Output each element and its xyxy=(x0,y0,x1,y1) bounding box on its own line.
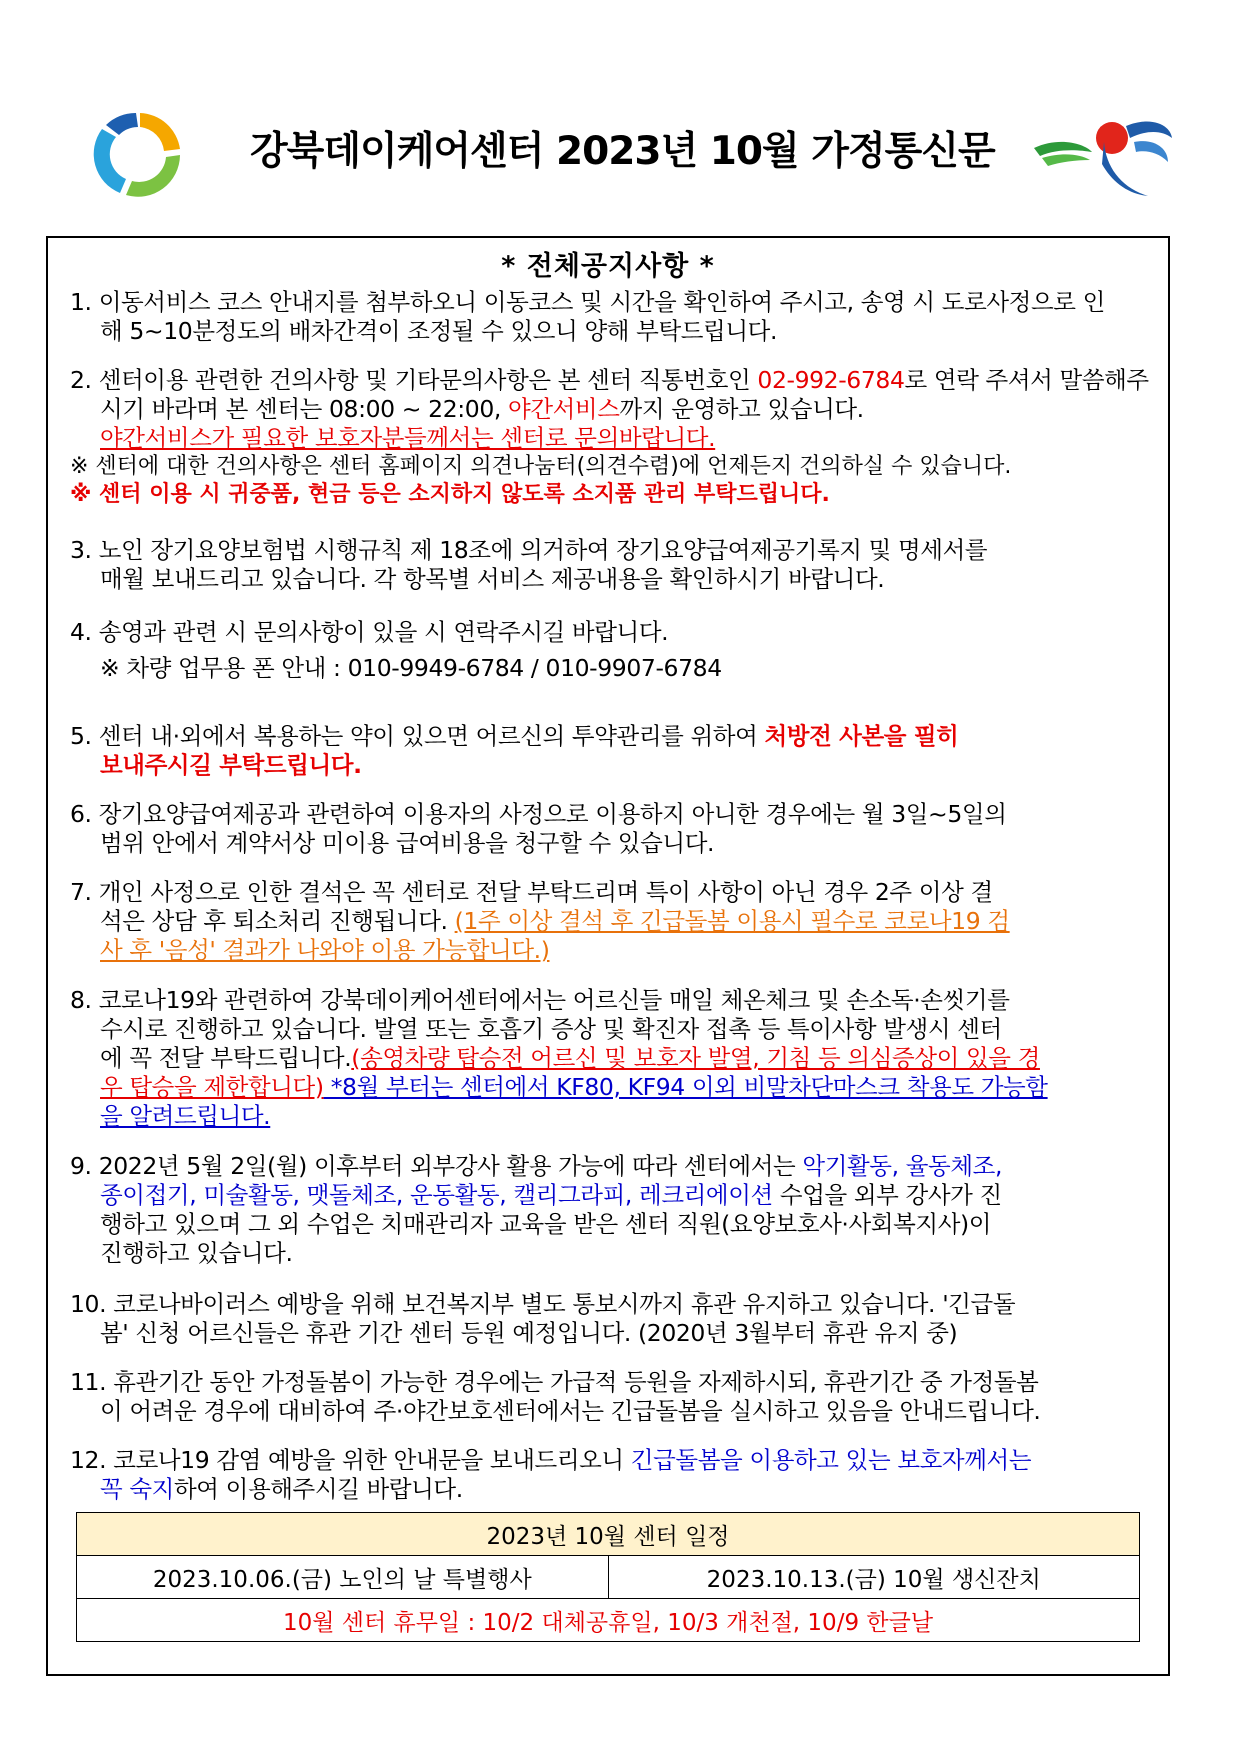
prescription-request: 보내주시길 부탁드립니다. xyxy=(100,751,362,779)
item-text: 에 꼭 전달 부탁드립니다. xyxy=(100,1044,352,1072)
item-number: 7. xyxy=(70,878,92,906)
notice-item-3 xyxy=(70,536,1150,594)
item-text: 이 어려운 경우에 대비하여 주·야간보호센터에서는 긴급돌봄을 실시하고 있음을 안내드립니다. xyxy=(100,1397,1041,1425)
item-text: 해 5~10분정도의 배차간격이 조정될 수 있으니 양해 부탁드립니다. xyxy=(100,317,778,345)
item-number: 9. xyxy=(70,1152,92,1180)
item-text: 로 연락 주셔서 말씀해주 xyxy=(904,366,1149,394)
item-text: 코로나19 감염 예방을 위한 안내문을 보내드리오니 xyxy=(113,1446,631,1474)
night-service-text: 야간서비스 xyxy=(508,395,620,423)
schedule-event: 2023.10.13.(금) 10월 생신잔치 xyxy=(608,1556,1140,1599)
night-service-notice: 야간서비스가 필요한 보호자분들께서는 센터로 문의바랍니다. xyxy=(100,424,716,452)
item-text: 송영과 관련 시 문의사항이 있을 시 연락주시길 바랍니다. xyxy=(98,618,669,646)
vehicle-phone-info: ※ 차량 업무용 폰 안내 : 010-9949-6784 / 010-9907-6784 xyxy=(100,654,722,682)
notice-item-8 xyxy=(70,986,1150,1131)
item-text: 2022년 5월 2일(월) 이후부터 외부강사 활용 가능에 따라 센터에서는 xyxy=(98,1152,803,1180)
item-text: 봄' 신청 어르신들은 휴관 기간 센터 등원 예정입니다. (2020년 3월부터 휴관 유지 중) xyxy=(100,1319,958,1347)
item-text: 센터 내·외에서 복용하는 약이 있으면 어르신의 투약관리를 위하여 xyxy=(98,722,765,750)
document-title: 강북데이케어센터 2023년 10월 가정통신문 xyxy=(250,129,995,174)
notice-item-11 xyxy=(70,1368,1150,1426)
item-text: 센터이용 관련한 건의사항 및 기타문의사항은 본 센터 직통번호인 xyxy=(98,366,758,394)
item-text: 범위 안에서 계약서상 미이용 급여비용을 청구할 수 있습니다. xyxy=(100,829,715,857)
notice-item-7 xyxy=(70,878,1150,965)
item-text: 석은 상담 후 퇴소처리 진행됩니다. xyxy=(100,907,455,935)
schedule-holidays: 10월 센터 휴무일 : 10/2 대체공휴일, 10/3 개천절, 10/9 한글날 xyxy=(77,1599,1140,1642)
item-number: 3. xyxy=(70,536,92,564)
item-text: 휴관기간 동안 가정돌봄이 가능한 경우에는 가급적 등원을 자제하시되, 휴관기간 중 가정돌봄 xyxy=(113,1368,1039,1396)
guardian-notice: 꼭 숙지 xyxy=(100,1475,174,1503)
schedule-event: 2023.10.06.(금) 노인의 날 특별행사 xyxy=(77,1556,609,1599)
item-text: 개인 사정으로 인한 결석은 꼭 센터로 전달 부탁드리며 특이 사항이 아닌 경우 2주 이상 결 xyxy=(98,878,993,906)
schedule-table xyxy=(76,1512,1140,1642)
item-text: 시기 바라며 본 센터는 08:00 ~ 22:00, xyxy=(100,395,509,423)
item-text: 하여 이용해주시길 바랍니다. xyxy=(173,1475,463,1503)
notice-item-5 xyxy=(70,722,1150,780)
item-number: 5. xyxy=(70,722,92,750)
item-number: 12. xyxy=(70,1446,107,1474)
notice-heading: * 전체공지사항 * xyxy=(501,251,715,282)
notice-frame xyxy=(46,236,1170,1676)
notice-item-2 xyxy=(70,366,1150,453)
item-text: 수시로 진행하고 있습니다. 발열 또는 호흡기 증상 및 확진자 접촉 등 특이사항 발생시 센터 xyxy=(100,1015,1002,1043)
boarding-restriction: (송영차량 탑승전 어르신 및 보호자 발열, 기침 등 의심증상이 있을 경 xyxy=(351,1044,1040,1072)
notice-item-10 xyxy=(70,1290,1150,1348)
item-number: 8. xyxy=(70,986,92,1014)
emergency-care-note: 사 후 '음성' 결과가 나와야 이용 가능합니다.) xyxy=(100,936,550,964)
emergency-care-note: (1주 이상 결석 후 긴급돌봄 이용시 필수로 코로나19 검 xyxy=(454,907,1010,935)
mask-notice: 을 알려드립니다. xyxy=(100,1102,271,1130)
item-number: 11. xyxy=(70,1368,107,1396)
mask-notice: *8월 부터는 센터에서 KF80, KF94 이외 비말차단마스크 착용도 가능함 xyxy=(323,1073,1048,1101)
item-text: 노인 장기요양보험법 시행규칙 제 18조에 의거하여 장기요양급여제공기록지 및 명세서를 xyxy=(98,536,988,564)
prescription-request: 처방전 사본을 필히 xyxy=(764,722,959,750)
schedule-header: 2023년 10월 센터 일정 xyxy=(77,1513,1140,1556)
note-valuables: ※ 센터 이용 시 귀중품, 현금 등은 소지하지 않도록 소지품 관리 부탁드립니다. xyxy=(70,482,830,507)
item-text: 코로나바이러스 예방을 위해 보건복지부 별도 통보시까지 휴관 유지하고 있습니다. '긴급돌 xyxy=(113,1290,1016,1318)
notice-item-12 xyxy=(70,1446,1150,1504)
guardian-notice: 긴급돌봄을 이용하고 있는 보호자께서는 xyxy=(630,1446,1032,1474)
item-number: 10. xyxy=(70,1290,107,1318)
item-number: 2. xyxy=(70,366,92,394)
item-text: 진행하고 있습니다. xyxy=(100,1239,293,1267)
notice-item-1 xyxy=(70,288,1150,346)
item-number: 6. xyxy=(70,800,92,828)
item-text: 까지 운영하고 있습니다. xyxy=(619,395,864,423)
activity-list: 종이접기, 미술활동, 맷돌체조, 운동활동, 캘리그라피, 레크리에이션 xyxy=(100,1181,773,1209)
notice-item-4 xyxy=(70,614,1150,686)
boarding-restriction: 우 탑승을 제한합니다) xyxy=(100,1073,324,1101)
item-text: 코로나19와 관련하여 강북데이케어센터에서는 어르신들 매일 체온체크 및 손소독·손씻기를 xyxy=(98,986,1010,1014)
note-suggestion: ※ 센터에 대한 건의사항은 센터 홈페이지 의견나눔터(의견수렴)에 언제든지 건의하실 수 있습니다. xyxy=(70,454,1012,479)
notice-item-9 xyxy=(70,1152,1150,1268)
item-text: 매월 보내드리고 있습니다. 각 항목별 서비스 제공내용을 확인하시기 바랍니다. xyxy=(100,565,885,593)
activity-list: 악기활동, 율동체조, xyxy=(802,1152,1003,1180)
phone-number: 02-992-6784 xyxy=(757,366,905,394)
item-number: 4. xyxy=(70,618,92,646)
item-text: 장기요양급여제공과 관련하여 이용자의 사정으로 이용하지 아니한 경우에는 월 3일~5일의 xyxy=(98,800,1007,828)
item-text: 수업을 외부 강사가 진 xyxy=(772,1181,1002,1209)
item-text: 행하고 있으며 그 외 수업은 치매관리자 교육을 받은 센터 직원(요양보호사·사회복지사)이 xyxy=(100,1210,992,1238)
item-number: 1. xyxy=(70,288,92,316)
district-emblem xyxy=(1030,108,1175,203)
item-text: 이동서비스 코스 안내지를 첨부하오니 이동코스 및 시간을 확인하여 주시고, 송영 시 도로사정으로 인 xyxy=(98,288,1105,316)
center-logo xyxy=(86,105,194,205)
notice-item-6 xyxy=(70,800,1150,858)
